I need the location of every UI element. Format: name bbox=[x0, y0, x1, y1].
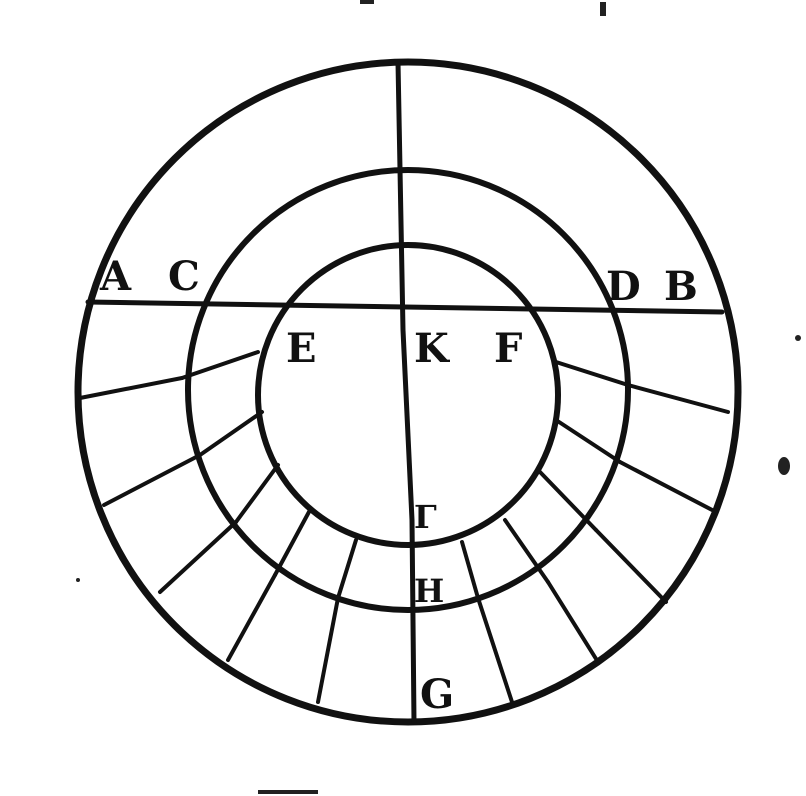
scan-speck-left bbox=[76, 578, 80, 582]
label-F: F bbox=[494, 325, 523, 372]
label-E: E bbox=[286, 325, 317, 372]
scan-artifact-top bbox=[360, 0, 374, 4]
label-H: H bbox=[414, 572, 445, 610]
label-K: K bbox=[414, 325, 449, 372]
vertical-diameter bbox=[398, 62, 414, 722]
label-D: D bbox=[606, 263, 641, 310]
label-Gamma: Γ bbox=[414, 498, 437, 536]
label-B: B bbox=[664, 263, 698, 310]
radial-segments bbox=[80, 352, 728, 702]
scan-speck-right bbox=[778, 457, 790, 475]
scan-artifact-top-bracket bbox=[600, 2, 606, 16]
label-G: G bbox=[420, 671, 455, 718]
label-C: C bbox=[168, 253, 200, 300]
scan-artifact-bottom bbox=[258, 790, 318, 794]
scan-speck-right-small bbox=[795, 335, 801, 341]
label-A: A bbox=[100, 253, 132, 300]
